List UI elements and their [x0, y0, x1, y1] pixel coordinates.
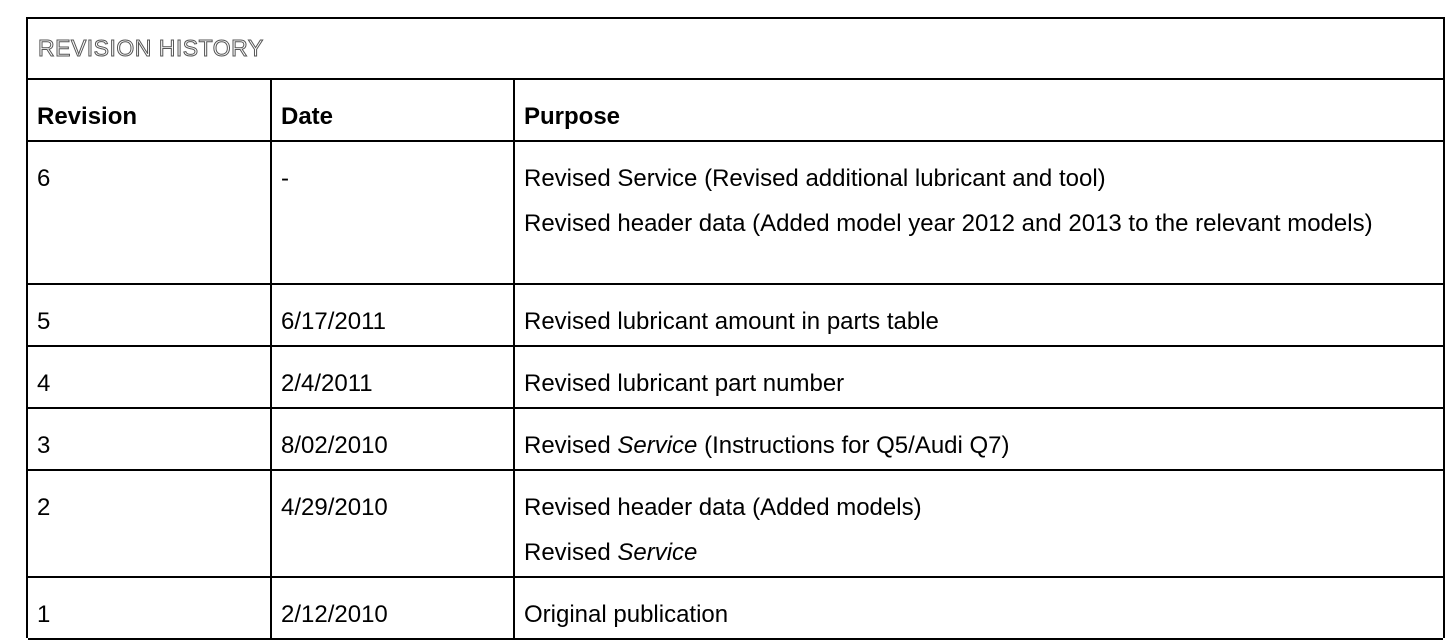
- revision-rows: [28, 141, 1443, 639]
- purpose-text: Revised header data (Added models): [524, 494, 922, 521]
- purpose-text: Revised: [524, 539, 618, 566]
- purpose-cell: [514, 408, 1443, 470]
- revision-header: Revision: [28, 80, 271, 141]
- table-row: [28, 141, 1443, 284]
- table-row: [28, 284, 1443, 346]
- table-row: [28, 408, 1443, 470]
- purpose-cell: [514, 346, 1443, 408]
- table-row: [28, 346, 1443, 408]
- revision-cell: 6: [28, 141, 271, 284]
- purpose-text: Revised Service (Revised additional lubricant and tool): [524, 165, 1106, 192]
- table-row: [28, 470, 1443, 577]
- revision-cell: 5: [28, 284, 271, 346]
- revision-cell: 3: [28, 408, 271, 470]
- purpose-line: [524, 367, 1443, 401]
- purpose-text: Revised: [524, 432, 618, 459]
- date-cell: 6/17/2011: [271, 284, 514, 346]
- date-cell: 8/02/2010: [271, 408, 514, 470]
- purpose-line: [524, 536, 1443, 570]
- purpose-header: Purpose: [514, 80, 1443, 141]
- date-cell: 2/4/2011: [271, 346, 514, 408]
- purpose-cell: [514, 470, 1443, 577]
- revision-cell: 1: [28, 577, 271, 639]
- purpose-cell: [514, 141, 1443, 284]
- purpose-emphasis: Service: [617, 432, 698, 459]
- table-title-row: [28, 19, 1443, 80]
- purpose-line: [524, 598, 1443, 632]
- purpose-line: [524, 305, 1443, 339]
- revision-table: [28, 80, 1443, 640]
- purpose-text: (Instructions for Q5/Audi Q7): [697, 432, 1010, 459]
- revision-cell: 2: [28, 470, 271, 577]
- revision-cell: 4: [28, 346, 271, 408]
- date-cell: 2/12/2010: [271, 577, 514, 639]
- date-cell: 4/29/2010: [271, 470, 514, 577]
- purpose-line: [524, 429, 1443, 463]
- table-row: [28, 577, 1443, 639]
- date-header: Date: [271, 80, 514, 141]
- purpose-line: [524, 162, 1443, 196]
- purpose-line: [524, 207, 1443, 241]
- purpose-cell: [514, 284, 1443, 346]
- purpose-emphasis: Service: [617, 539, 698, 566]
- purpose-cell: [514, 577, 1443, 639]
- revision-history-table: [26, 17, 1445, 638]
- date-cell: -: [271, 141, 514, 284]
- purpose-line: [524, 491, 1443, 525]
- purpose-text: Original publication: [524, 601, 729, 628]
- header-row: [28, 80, 1443, 141]
- purpose-text: Revised lubricant amount in parts table: [524, 308, 939, 335]
- purpose-text: Revised header data (Added model year 2012 and 2013 to the relevant models): [524, 210, 1373, 237]
- purpose-text: Revised lubricant part number: [524, 370, 845, 397]
- table-title: REVISION HISTORY: [38, 35, 264, 61]
